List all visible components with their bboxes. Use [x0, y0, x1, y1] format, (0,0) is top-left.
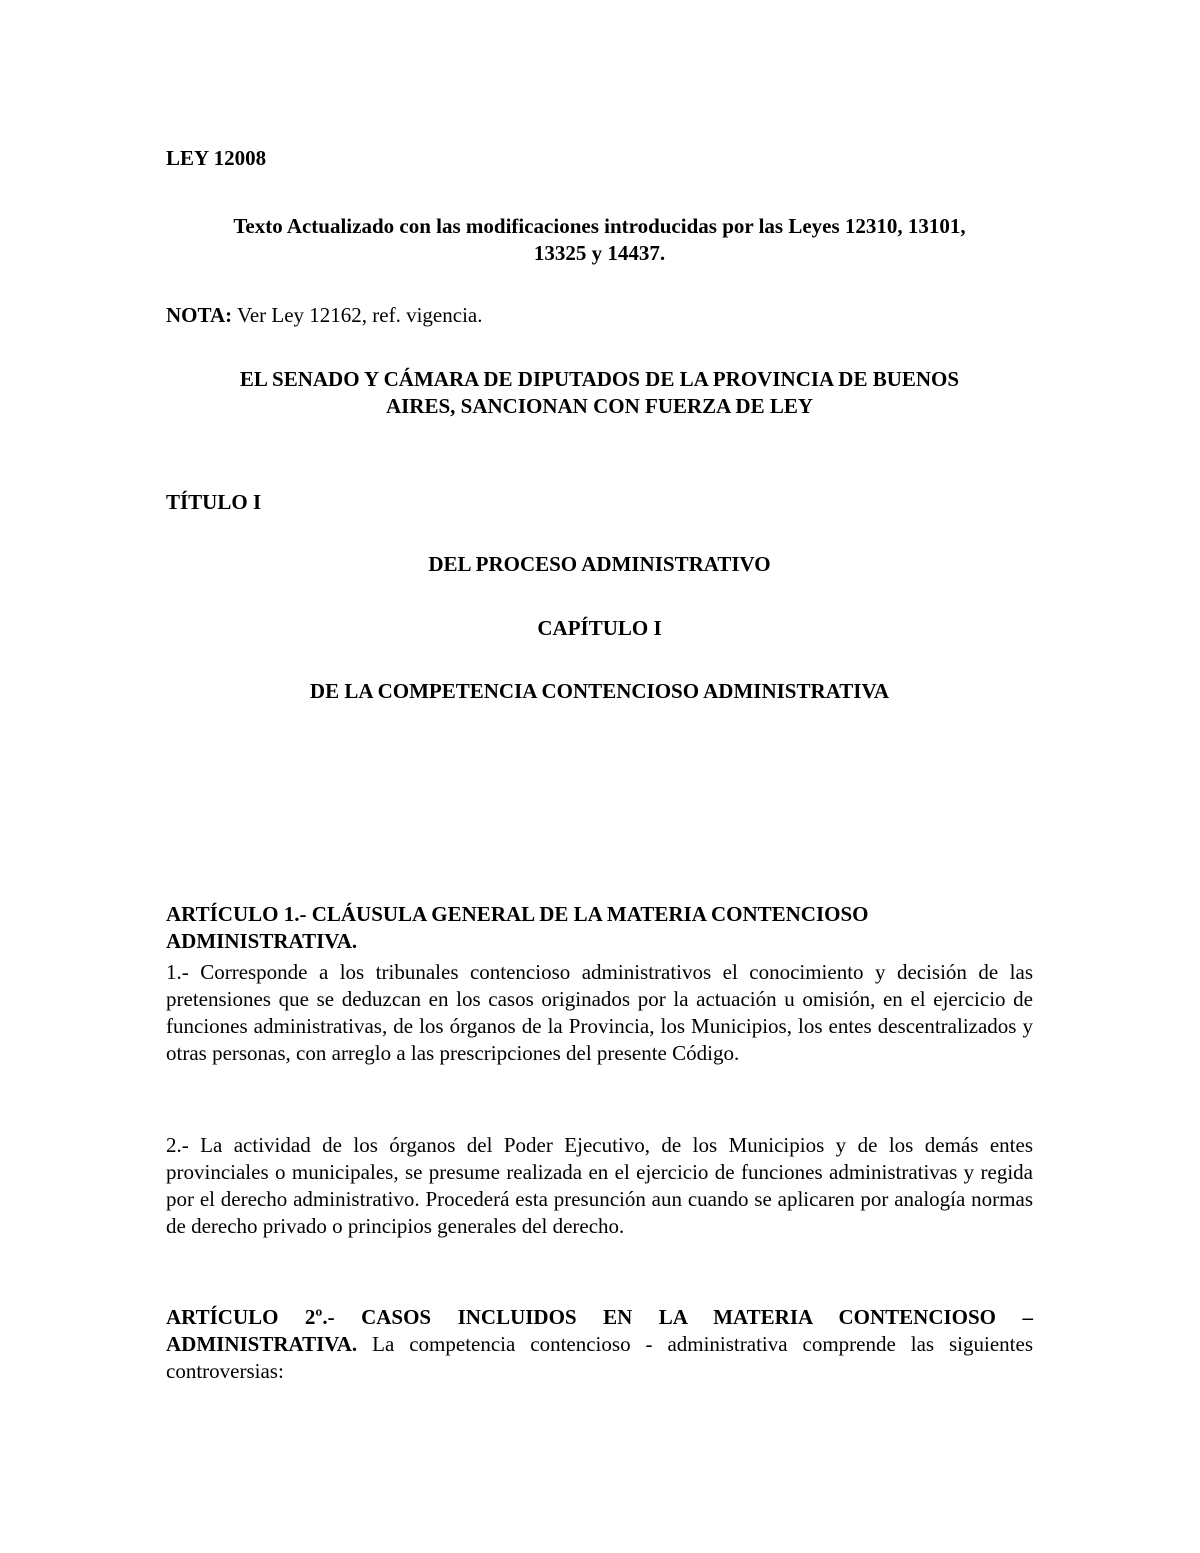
article1-heading: ARTÍCULO 1.- CLÁUSULA GENERAL DE LA MATERIA CONTENCIOSO ADMINISTRATIVA. [166, 902, 869, 953]
updated-text-line1: Texto Actualizado con las modificaciones introducidas por las Leyes 12310, 13101, [233, 214, 966, 238]
note-label: NOTA: [166, 303, 233, 327]
vigencia-note [166, 302, 1033, 329]
chapter-name: DE LA COMPETENCIA CONTENCIOSO ADMINISTRATIVA [309, 679, 890, 703]
article2-paragraph [166, 1304, 1033, 1385]
article2-heading: ARTÍCULO 2º.- CASOS INCLUIDOS EN LA MATERIA CONTENCIOSO – ADMINISTRATIVA. [166, 1305, 1033, 1356]
updated-text-line2: 13325 y 14437. [533, 241, 666, 265]
enactment-formula [166, 366, 1033, 420]
title-heading: TÍTULO I [166, 490, 262, 514]
title-name: DEL PROCESO ADMINISTRATIVO [428, 552, 771, 576]
note-text: Ver Ley 12162, ref. vigencia. [232, 303, 483, 327]
article2-text: La competencia contencioso - administrativa comprende las siguientes controversias: [166, 1332, 1033, 1383]
law-title: LEY 12008 [166, 146, 267, 170]
article1-paragraph1: 1.- Corresponde a los tribunales contencioso administrativos el conocimiento y decisión de las pretensiones que se deduzcan en los casos originados por la actuación u omisión, en el ejercicio de funciones administrativas, de los órganos de la Provincia, los Municipios, los entes descentralizados y otras personas, con arreglo a las prescripciones del presente Código. [166, 960, 1033, 1065]
enactment-line2: AIRES, SANCIONAN CON FUERZA DE LEY [385, 394, 814, 418]
updated-text-note [166, 213, 1033, 267]
enactment-line1: EL SENADO Y CÁMARA DE DIPUTADOS DE LA PROVINCIA DE BUENOS [239, 367, 960, 391]
article1-paragraph2: 2.- La actividad de los órganos del Poder Ejecutivo, de los Municipios y de los demás entes provinciales o municipales, se presume realizada en el ejercicio de funciones administrativas y regida por el derecho administrativo. Procederá esta presunción aun cuando se aplicaren por analogía normas de derecho privado o principios generales del derecho. [166, 1133, 1033, 1238]
chapter-heading: CAPÍTULO I [537, 616, 662, 640]
